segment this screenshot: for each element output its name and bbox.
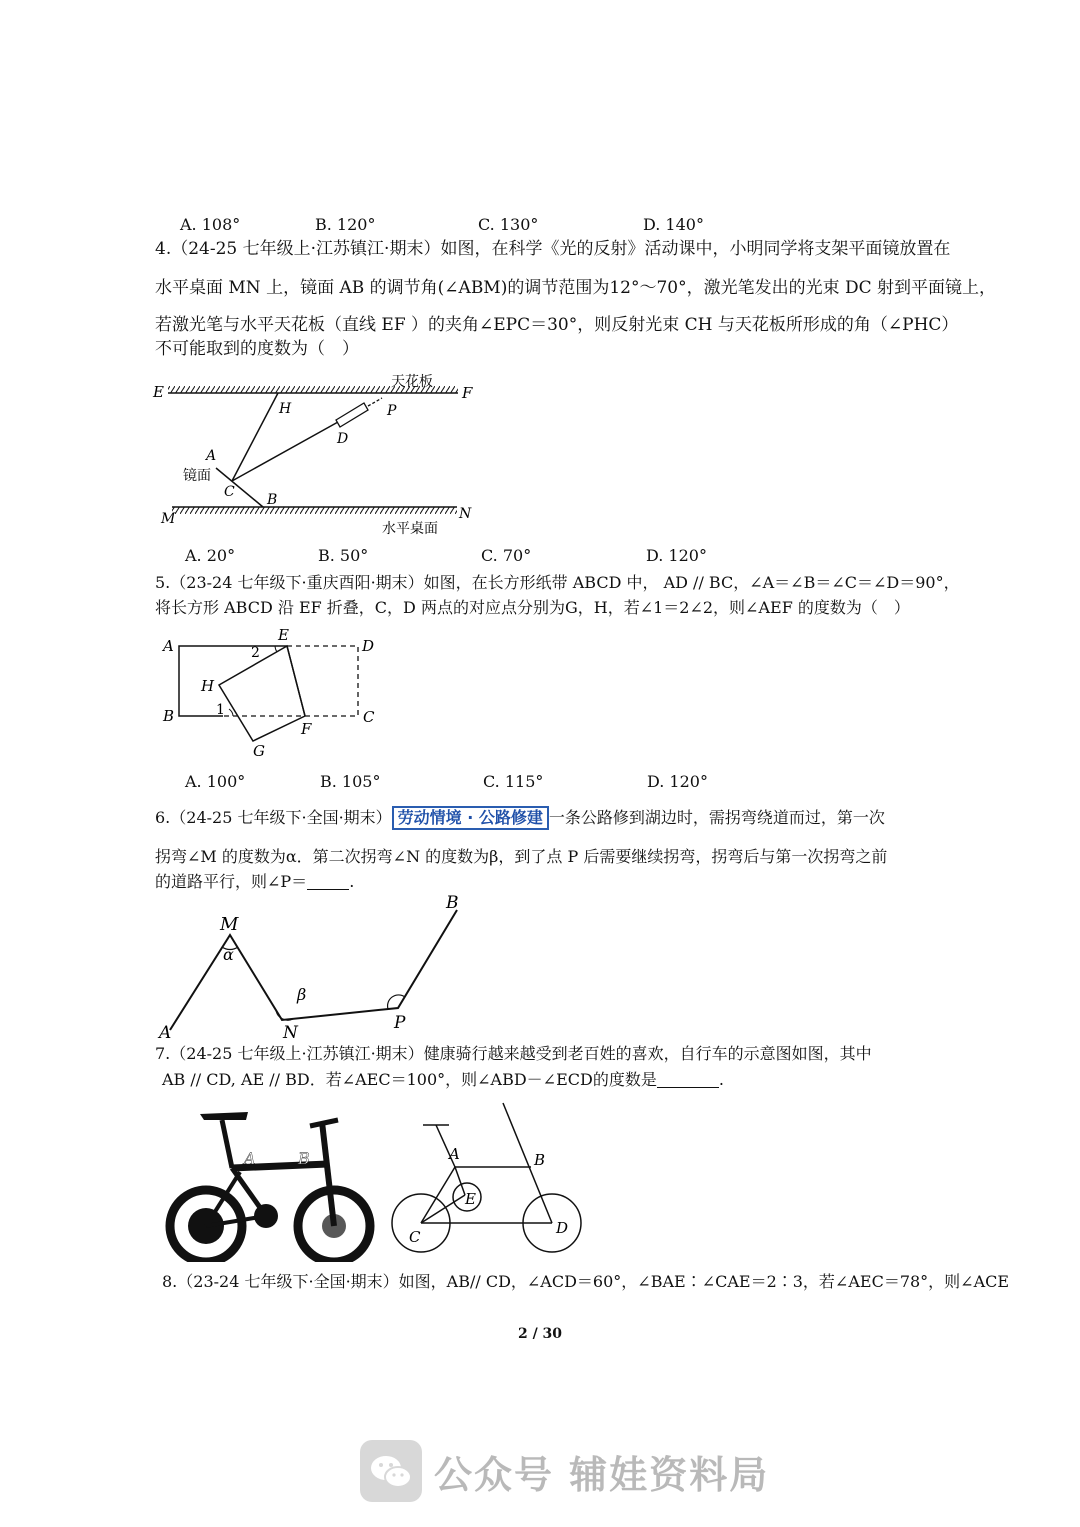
label-ceiling: 天花板 [391,374,433,390]
handlebar [310,1120,338,1126]
watermark-text: 公众号 辅娃资料局 [434,1452,770,1497]
laser-dash [368,398,382,406]
label-a: A [163,637,174,655]
label-table: 水平桌面 [382,521,438,537]
laser-pen [336,403,368,427]
label-m: M [161,511,176,527]
q6-figure [150,890,480,1050]
label-b: B [267,492,278,508]
q4-option-d: D. 120° [646,546,707,565]
photo-label-a: A [244,1149,256,1168]
q6-line-3-end: . [349,872,355,891]
q3-option-a: A. 108° [180,215,241,234]
fold-ef [287,646,305,716]
q3-option-b: B. 120° [315,215,376,234]
q6-context-tag: 劳动情境 · 公路修建 [392,806,549,830]
label-a: A [449,1145,460,1163]
label-h: H [279,401,292,417]
line-ec [421,1195,465,1223]
label-n: N [283,1023,298,1043]
q5-option-d: D. 120° [647,772,708,791]
label-a: A [159,1023,172,1043]
label-h: H [201,677,215,695]
label-n: N [459,506,472,522]
q4-figure [150,370,490,540]
q7-schematic [385,1095,585,1255]
label-b: B [534,1151,546,1169]
q5-option-a: A. 100° [185,772,246,791]
photo-label-b: B [298,1149,310,1168]
q7-line-2-text: AB // CD, AE // BD．若∠AEC＝100°，则∠ABD－∠ECD的度数是 [162,1070,657,1089]
chainring [254,1204,278,1228]
label-f: F [301,720,312,738]
q4-option-c: C. 70° [481,546,532,565]
label-2: 2 [251,645,260,661]
label-a: A [206,448,217,464]
q4-option-a: A. 20° [185,546,236,565]
page-number: 2 / 30 [517,1326,563,1342]
q6-line-1-rest: 一条公路修到湖边时，需拐弯绕道而过，第一次 [548,808,885,827]
saddle [200,1112,248,1120]
q4-line-4: 不可能取到的度数为（ ） [155,339,359,359]
q8-line-1: 8.（23-24 七年级下·全国·期末）如图，AB// CD，∠ACD＝60°，∠BAE∶∠CAE＝2∶3，若∠AEC＝78°，则∠ACE [162,1272,1010,1291]
rect-dashed-edges [223,646,358,716]
q4-line-2: 水平桌面 MN 上，镜面 AB 的调节角(∠ABM)的调节范围为12°～70°，激光笔发出的光束 DC 射到平面镜上， [155,278,997,298]
q5-option-b: B. 105° [320,772,381,791]
label-d: D [362,637,375,655]
table-hatch [172,507,457,514]
folded-quad [219,646,305,741]
seat-post [222,1120,232,1168]
road-path [170,910,457,1030]
q4-line-1: 4.（24-25 七年级上·江苏镇江·期末）如图，在科学《光的反射》活动课中，小明同学将支架平面镜放置在 [155,239,951,259]
angle-1-arc [229,709,233,716]
label-alpha: α [223,945,234,964]
q3-option-d: D. 140° [643,215,704,234]
label-c: C [409,1228,421,1246]
rect-solid-edges [179,646,287,716]
label-p: P [394,1013,406,1033]
q5-line-2: 将长方形 ABCD 沿 EF 折叠，C，D 两点的对应点分别为G，H，若∠1＝2∠2，则∠AEF 的度数为（ ） [155,598,910,617]
angle-2-arc [275,646,277,652]
q6-line-3-text: 的道路平行，则∠P＝ [155,872,308,891]
label-e: E [153,383,164,401]
label-beta: β [297,985,307,1004]
label-d: D [337,431,349,447]
line-ae [455,1167,465,1195]
q7-answer-blank[interactable] [657,1071,719,1088]
q6-answer-blank[interactable] [307,873,349,890]
label-g: G [253,742,265,760]
bicycle-photo [160,1102,380,1262]
q6-prefix: 6.（24-25 七年级下·全国·期末） [155,808,392,827]
label-c: C [363,708,375,726]
label-p: P [387,403,397,419]
watermark [360,1438,769,1504]
label-m: M [220,914,239,935]
label-mirror: 镜面 [183,468,211,484]
fork [322,1122,334,1226]
q6-line-2: 拐弯∠M 的度数为α．第二次拐弯∠N 的度数为β，到了点 P 后需要继续拐弯，拐弯后与第一次拐弯之前 [155,847,888,866]
label-d: D [556,1219,569,1237]
label-b: B [163,707,175,725]
q4-option-b: B. 50° [318,546,369,565]
wechat-icon [360,1440,422,1502]
q7-line-2-end: . [718,1070,724,1089]
q6-line-1 [155,806,885,830]
label-e: E [465,1190,476,1208]
label-c: C [224,484,235,500]
label-b: B [446,893,459,913]
q5-figure [150,625,390,760]
label-1: 1 [216,702,225,718]
q3-option-c: C. 130° [478,215,539,234]
label-f: F [462,384,473,402]
q7-line-1: 7.（24-25 七年级上·江苏镇江·期末）健康骑行越来越受到老百姓的喜欢，自行车的示意图如图，其中 [155,1044,872,1063]
q5-line-1: 5.（23-24 七年级下·重庆酉阳·期末）如图，在长方形纸带 ABCD 中， AD // BC，∠A＝∠B＝∠C＝∠D＝90°， [155,573,960,592]
label-e: E [278,626,289,644]
q7-line-2 [162,1068,724,1092]
q5-option-c: C. 115° [483,772,544,791]
q4-line-3: 若激光笔与水平天花板（直线 EF ）的夹角∠EPC＝30°，则反射光束 CH 与天花板所形成的角（∠PHC） [155,315,959,335]
